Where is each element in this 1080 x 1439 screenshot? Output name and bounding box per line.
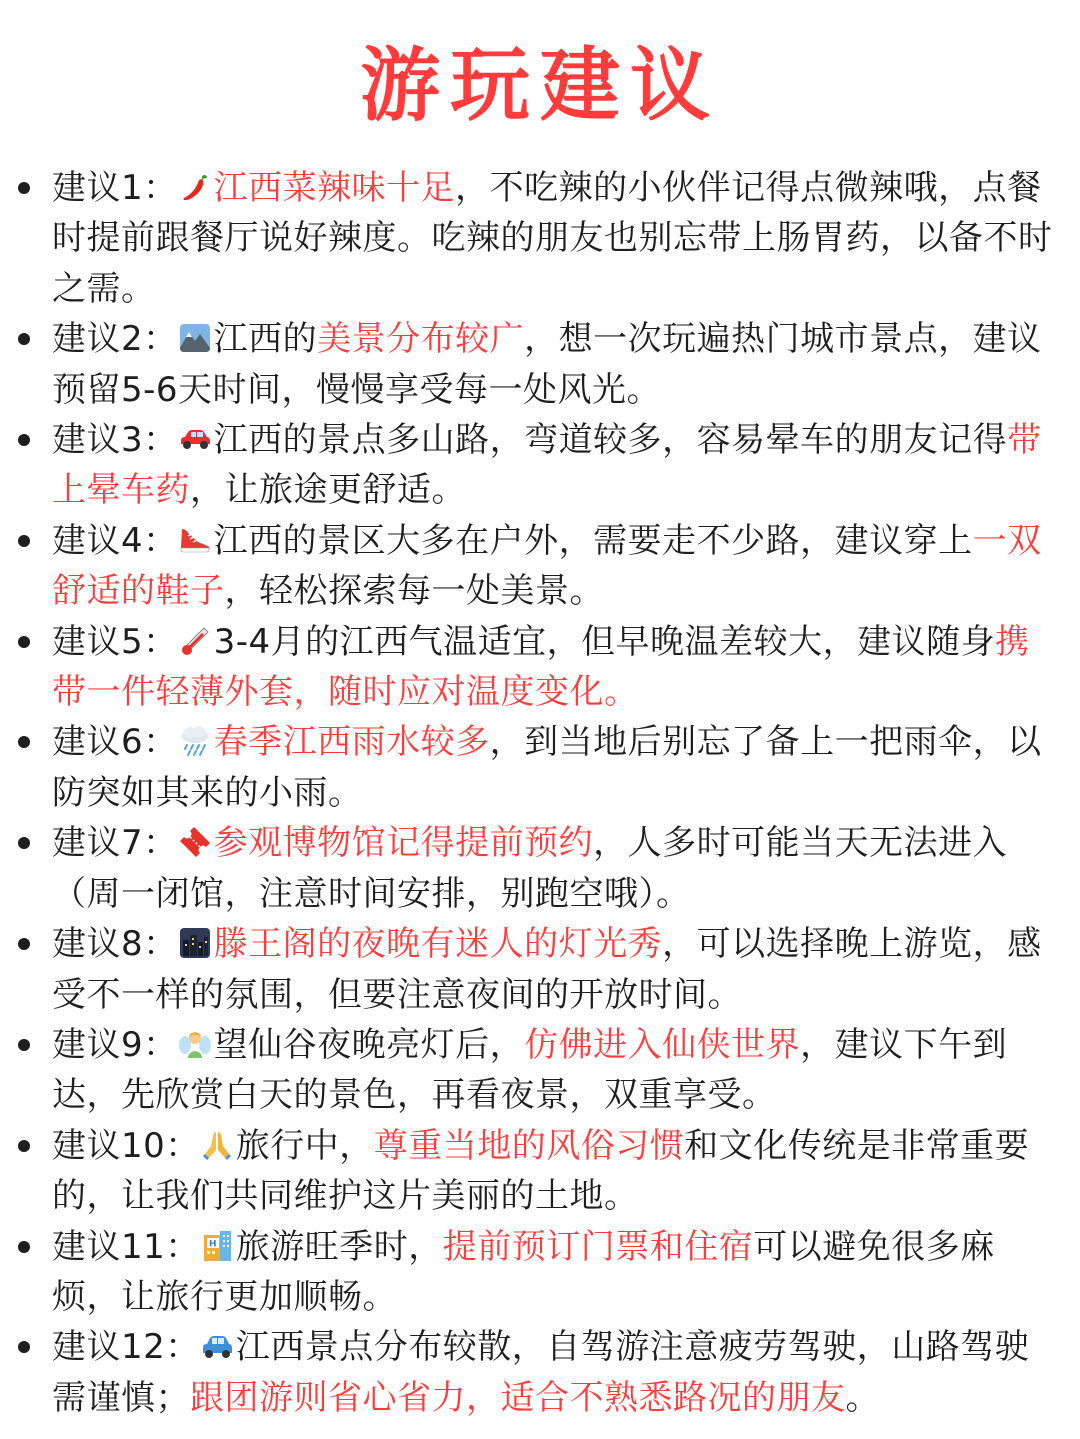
list-item [0,1121,1080,1222]
tip-highlight: 一双舒适的鞋子 [52,520,1042,612]
car-icon [178,422,212,456]
bullet [18,1341,30,1353]
tip-highlight: 春季江西雨水较多 [213,722,490,763]
tip-pre: 旅行中， [235,1125,374,1166]
tip-pre: 望仙谷夜晚亮灯后， [213,1024,525,1065]
tip-text: ，人多时可能当天无法进入（周一闭馆，注意时间安排，别跑空哦）。 [52,823,1008,914]
tip-label: 建议8： [52,924,178,965]
tip-highlight: 提前预订门票和住宿 [442,1226,754,1267]
tip-text: ，轻松探索每一处美景。 [224,571,604,612]
tip-text: 。 [845,1377,880,1418]
list-item [0,516,1080,617]
tip-highlight: 参观博物馆记得提前预约 [213,823,594,864]
bullet [18,535,30,547]
chili-pepper-icon [178,170,212,204]
sneaker-icon [178,523,212,557]
tips-list [0,163,1080,1423]
bullet [18,182,30,194]
tip-text: ，到当地后别忘了备上一把雨伞，以防突如其来的小雨。 [52,722,1042,813]
fairy-icon [178,1027,212,1061]
tip-label: 建议1： [52,168,178,208]
tip-text: ，不吃辣的小伙伴记得点微辣哦，点餐时提前跟餐厅说好辣度。吃辣的朋友也别忘带上肠胃药，以备不时之需。 [52,168,1053,309]
tip-pre: 江西的景区大多在户外，需要走不少路，建议穿上 [213,520,973,561]
tip-label: 建议7： [52,823,178,864]
tip-pre: 江西景点分布较散，自驾游注意疲劳驾驶，山路驾驶需谨慎； [52,1327,1030,1418]
list-item [0,1020,1080,1121]
tip-highlight: 滕王阁的夜晚有迷人的灯光秀 [213,924,663,965]
thermometer-icon [178,624,212,658]
tip-label: 建议2： [52,319,178,360]
blue-car-icon [200,1329,234,1363]
list-item [0,1322,1080,1423]
bullet [18,1140,30,1152]
tip-label: 建议5： [52,621,178,662]
ticket-icon [178,825,212,859]
list-item [0,1222,1080,1323]
list-item [0,415,1080,516]
bullet [18,938,30,950]
list-item [0,617,1080,718]
tip-text: 和文化传统是非常重要的，让我们共同维护这片美丽的土地。 [52,1125,1030,1217]
list-item [0,163,1080,314]
bullet [18,333,30,345]
bullet [18,1039,30,1051]
night-city-icon [178,926,212,960]
list-item [0,818,1080,919]
list-item [0,314,1080,415]
tip-text: ，可以选择晚上游览，感受不一样的氛围，但要注意夜间的开放时间。 [52,924,1042,1015]
bullet [18,636,30,648]
tip-pre: 江西的 [213,319,318,360]
tip-label: 建议6： [52,722,178,763]
list-item [0,919,1080,1020]
tip-text: 可以避免很多麻烦，让旅行更加顺畅。 [52,1226,995,1317]
mountain-landscape-icon [178,321,212,355]
page-title: 游玩建议 [360,39,720,132]
tip-highlight: 仿佛进入仙侠世界 [524,1024,801,1065]
tip-highlight: 携带一件轻薄外套，随时应对温度变化。 [52,621,1030,713]
tip-pre: 江西的景点多山路，弯道较多，容易晕车的朋友记得 [213,420,1008,461]
tip-text: ，让旅途更舒适。 [190,470,466,511]
tip-highlight: 江西菜辣味十足 [213,168,456,208]
svg-text:H: H [208,1239,217,1250]
bullet [18,837,30,849]
tip-highlight: 带上晕车药 [52,420,1042,511]
tip-label: 建议12： [52,1327,200,1368]
tip-label: 建议11： [52,1226,200,1267]
tip-highlight: 跟团游则省心省力，适合不熟悉路况的朋友 [190,1377,846,1418]
tip-label: 建议10： [52,1125,200,1166]
bullet [18,434,30,446]
tip-label: 建议4： [52,520,178,561]
tip-text: ，想一次玩遍热门城市景点，建议预留5-6天时间，慢慢享受每一处风光。 [52,319,1042,410]
tip-pre: 3-4月的江西气温适宜，但早晚温差较大，建议随身 [213,621,996,662]
tip-pre: 旅游旺季时， [235,1226,443,1267]
praying-hands-icon [200,1128,234,1162]
tip-text: ，建议下午到达，先欣赏白天的景色，再看夜景，双重享受。 [52,1024,1008,1116]
tip-highlight: 美景分布较广 [317,319,525,360]
tip-highlight: 尊重当地的风俗习惯 [373,1125,685,1166]
hotel-icon [200,1229,234,1263]
list-item [0,717,1080,818]
tip-label: 建议9： [52,1024,178,1065]
bullet [18,736,30,748]
rain-cloud-icon [178,724,212,758]
tip-label: 建议3： [52,420,178,461]
bullet [18,1241,30,1253]
